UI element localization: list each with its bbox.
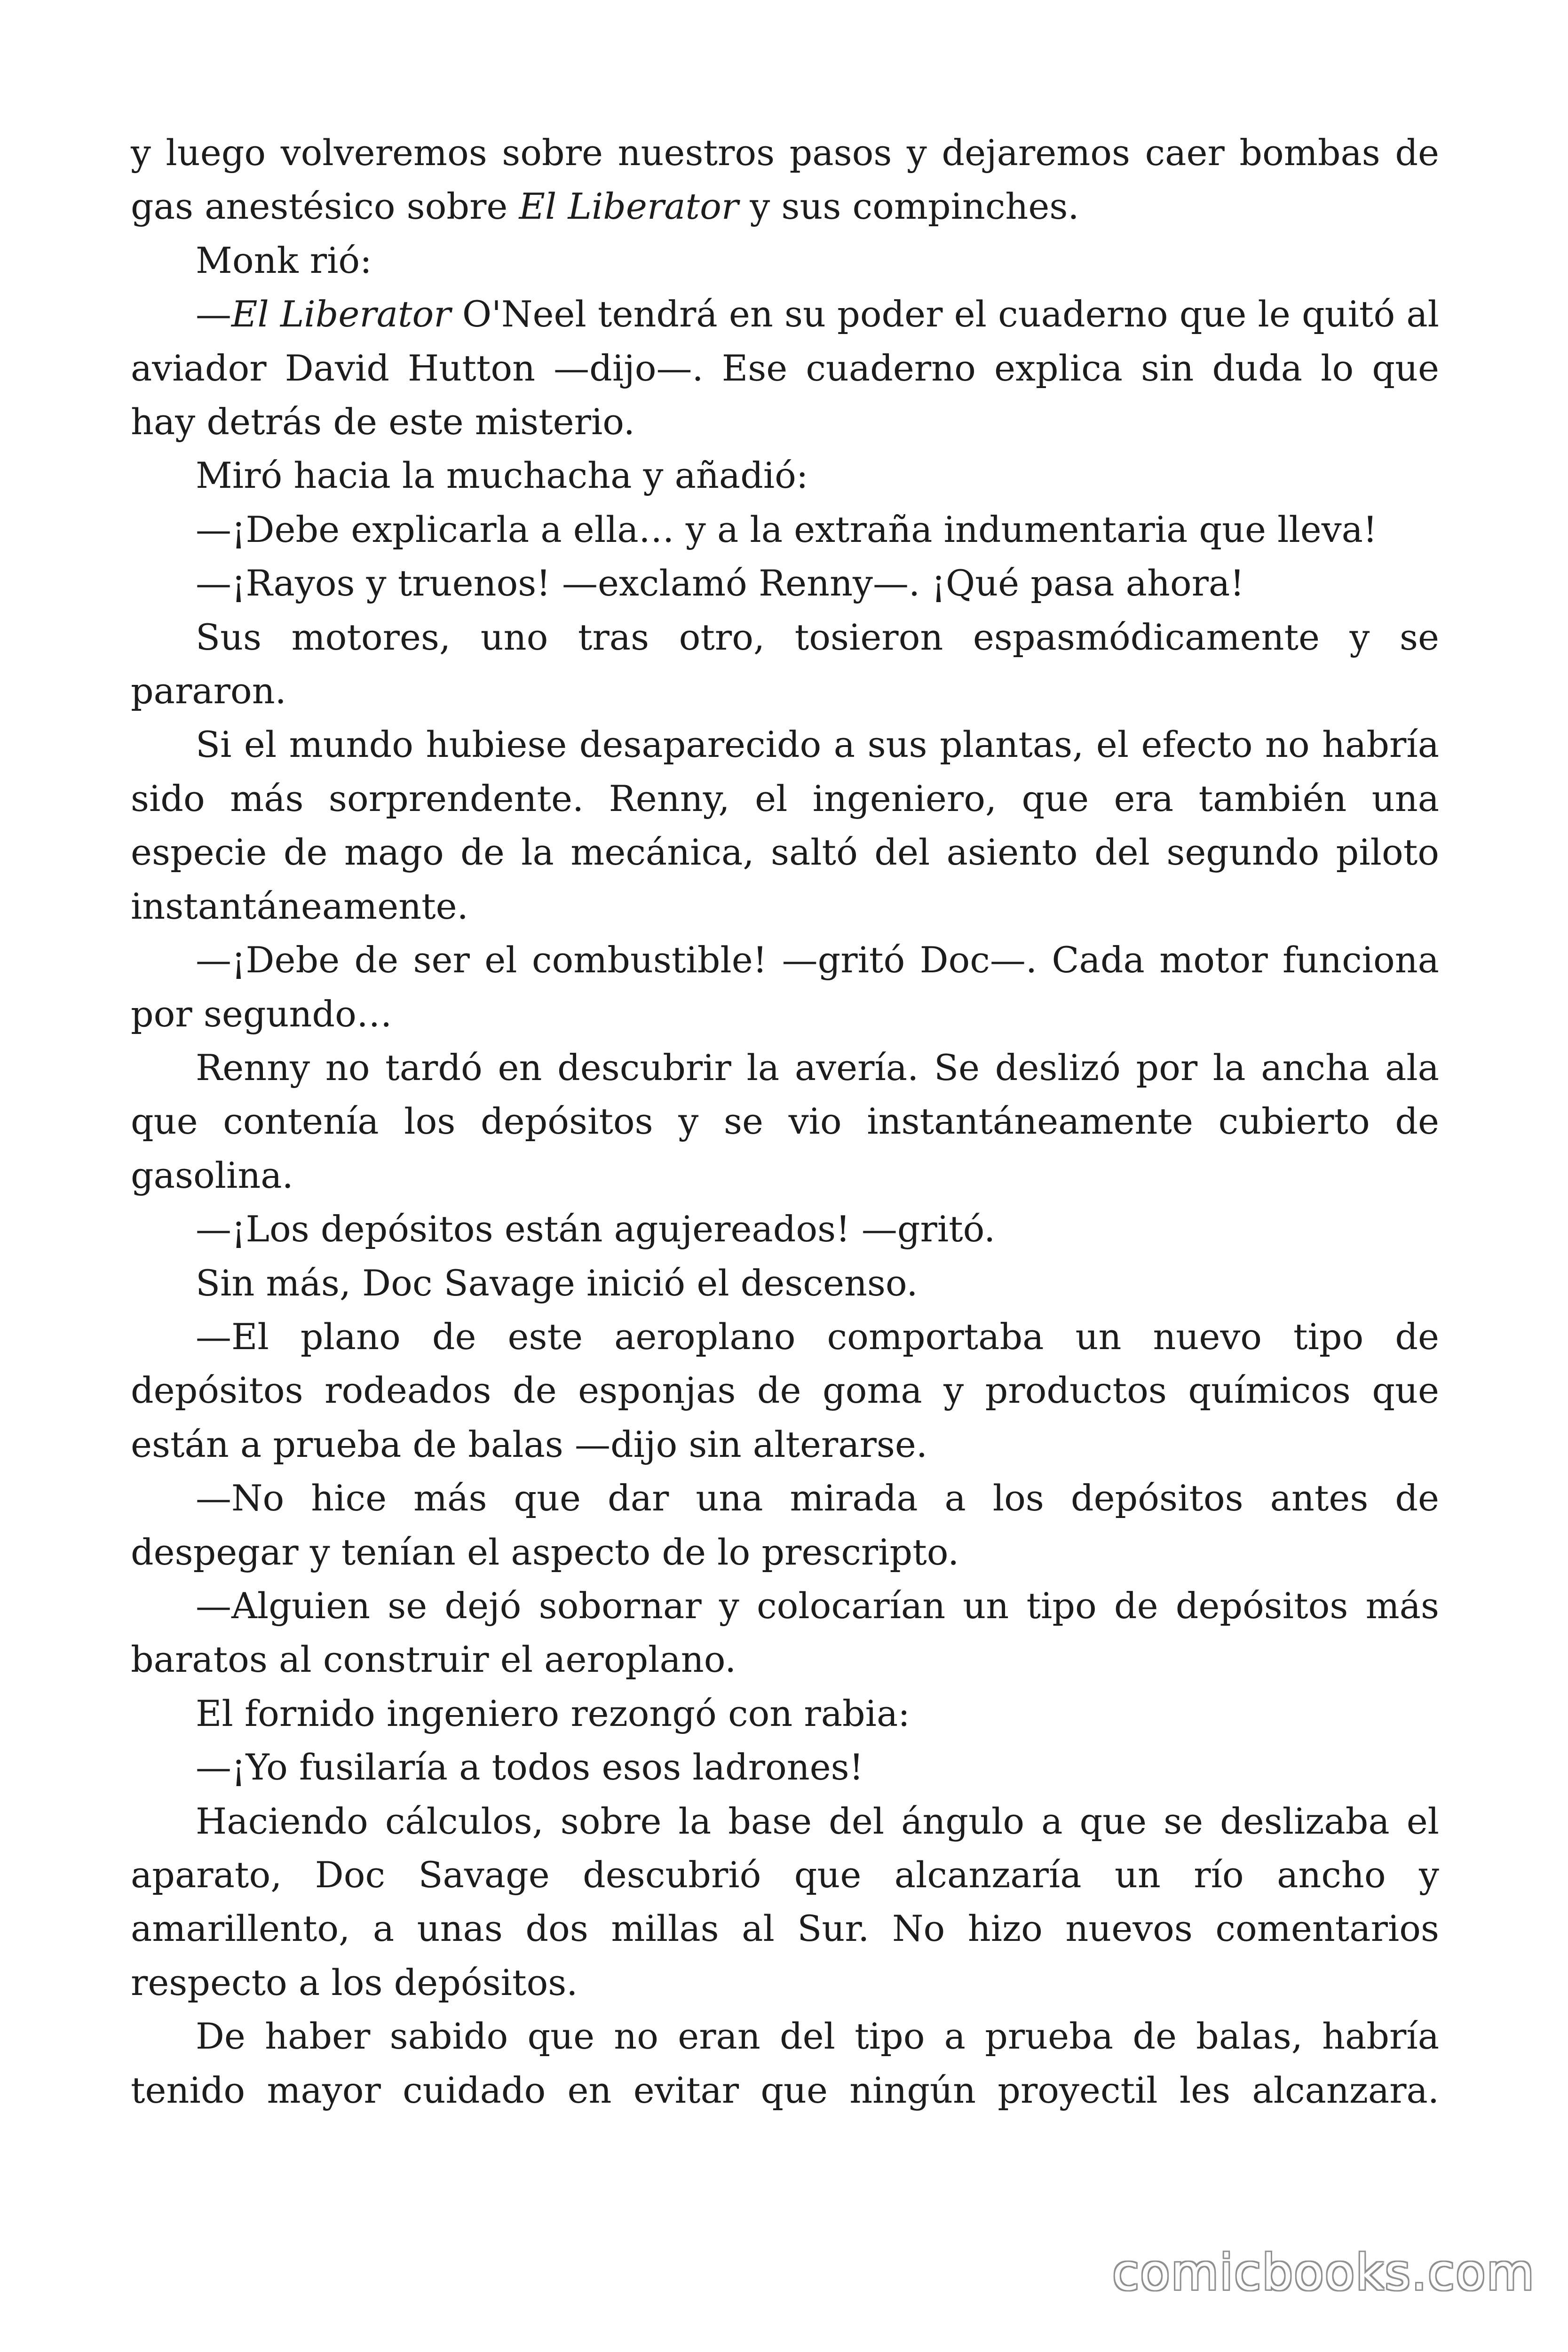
paragraph: Miró hacia la muchacha y añadió: [196,454,808,497]
paragraph: —¡Yo fusilaría a todos esos ladrones! [196,1746,864,1788]
paragraph: —¡Los depósitos están agujereados! —gritó. [196,1208,996,1250]
paragraph: Renny no tardó en descubrir la avería. Se deslizó por la ancha ala que contenía los depósitos y se vio instantáneamente cubierto de gasolina. [131,1046,1439,1196]
paragraph: Sus motores, uno tras otro, tosieron espasmódicamente y se pararon. [131,616,1439,712]
paragraph: Si el mundo hubiese desaparecido a sus plantas, el efecto no habría sido más sorprendente. Renny, el ingeniero, que era también una especie de mago de la mecánica, saltó del asiento del segundo piloto instantáneamente. [131,723,1439,927]
paragraph: El fornido ingeniero rezongó con rabia: [196,1692,910,1734]
paragraph: Haciendo cálculos, sobre la base del ángulo a que se deslizaba el aparato, Doc Savage descubrió que alcanzaría un río ancho y amarillento, a unas dos millas al Sur. No hizo nuevos comentarios respecto a los depósitos. [131,1800,1439,2003]
paragraph: Sin más, Doc Savage inició el descenso. [196,1262,918,1304]
paragraph: —¡Debe explicarla a ella… y a la extraña indumentaria que lleva! [196,508,1378,550]
paragraph: —El plano de este aeroplano comportaba un nuevo tipo de depósitos rodeados de esponjas de goma y productos químicos que están a prueba de balas —dijo sin alterarse. [131,1315,1439,1465]
paragraph: —Alguien se dejó sobornar y colocarían un tipo de depósitos más baratos al construir el aeroplano. [131,1584,1439,1681]
book-page-text [131,126,1439,2117]
paragraph: —No hice más que dar una mirada a los depósitos antes de despegar y tenían el aspecto de lo prescripto. [131,1477,1439,1573]
paragraph: De haber sabido que no eran del tipo a prueba de balas, habría tenido mayor cuidado en evitar que ningún proyectil les alcanzara. [131,2015,1439,2111]
paragraph: Monk rió: [196,239,372,281]
paragraph: —El Liberator O'Neel tendrá en su poder el cuaderno que le quitó al aviador David Hutton —dijo—. Ese cuaderno explica sin duda lo que hay detrás de este misterio. [131,293,1439,443]
paragraph: —¡Rayos y truenos! —exclamó Renny—. ¡Qué pasa ahora! [196,562,1244,604]
paragraph: —¡Debe de ser el combustible! —gritó Doc—. Cada motor funciona por segundo… [131,939,1439,1035]
watermark: comicbooks.com [1112,2244,1535,2301]
paragraph: y luego volveremos sobre nuestros pasos y dejaremos caer bombas de gas anestésico sobre El Liberator y sus compinches. [131,132,1439,228]
